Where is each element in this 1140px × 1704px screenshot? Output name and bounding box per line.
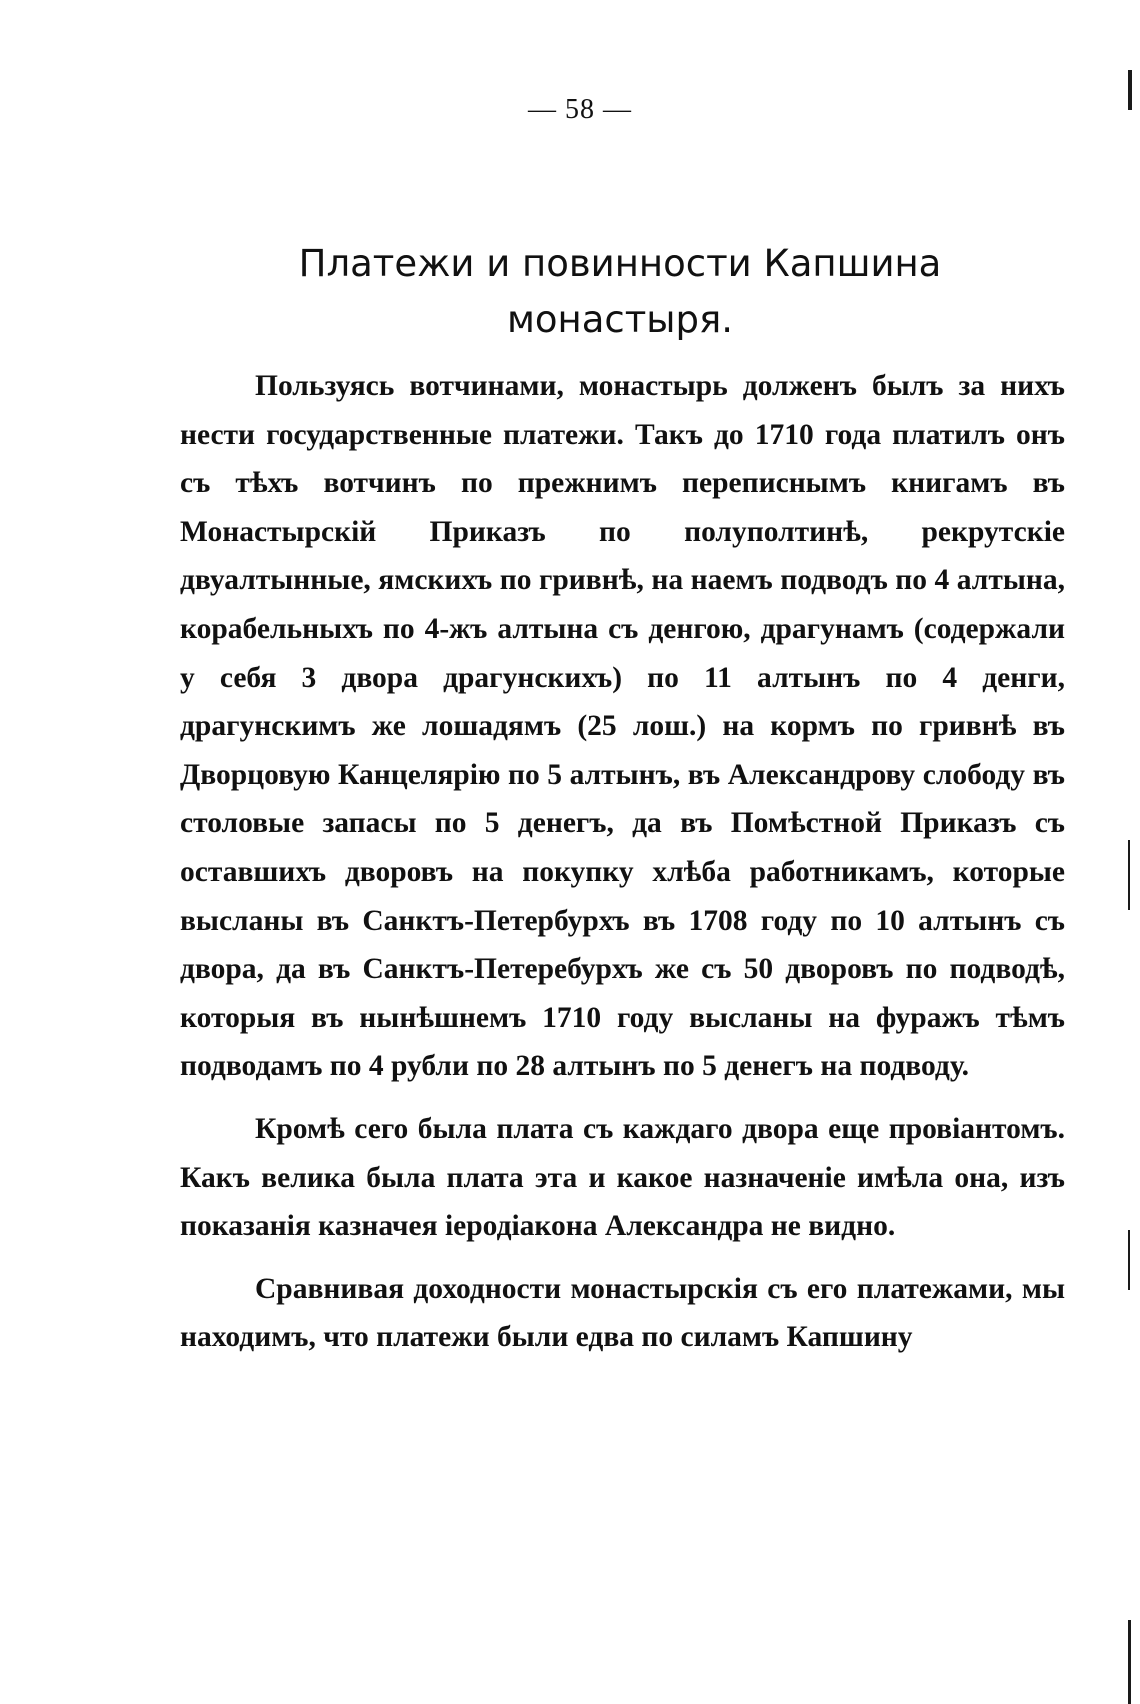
paragraph-2: Кромѣ сего была плата съ каждаго двора еще провіантомъ. Какъ велика была плата эта и какое назначеніе имѣла она, изъ показанія казначея іеродіакона Александра не видно. — [180, 1112, 1065, 1243]
section-title: Платежи и повинности Капшина монастыря. — [298, 242, 942, 341]
scan-edge-mark — [1128, 1620, 1131, 1704]
scan-edge-mark — [1128, 70, 1132, 110]
scan-edge-mark — [1128, 840, 1130, 910]
paragraph-3: Сравнивая доходности монастырскія съ его платежами, мы находимъ, что платежи были едва по силамъ Капшину — [180, 1272, 1065, 1354]
body-text — [180, 362, 1065, 1376]
page-number: — 58 — — [528, 94, 632, 125]
scan-edge-mark — [1128, 1230, 1130, 1290]
paragraph-1: Пользуясь вотчинами, монастырь долженъ былъ за нихъ нести государственные платежи. Такъ до 1710 года платилъ онъ съ тѣхъ вотчинъ по прежнимъ переписнымъ книгамъ въ Монастырскій Приказъ по полуполтинѣ, рекрутскіе двуалтынные, ямскихъ по гривнѣ, на наемъ подводъ по 4 алтына, корабельныхъ по 4-жъ алтына съ денгою, драгунамъ (содержали у себя 3 двора драгунскихъ) по 11 алтынъ по 4 денги, драгунскимъ же лошадямъ (25 лош.) на кормъ по гривнѣ въ Дворцовую Канцелярію по 5 алтынъ, въ Александрову слободу въ столовые запасы по 5 денегъ, да въ Помѣстной Приказъ съ оставшихъ дворовъ на покупку хлѣба работникамъ, которые высланы въ Санктъ-Петербурхъ въ 1708 году по 10 алтынъ съ двора, да въ Санктъ-Петеребурхъ же съ 50 дворовъ по подводѣ, которыя въ нынѣшнемъ 1710 году высланы на фуражъ тѣмъ подводамъ по 4 рубли по 28 алтынъ по 5 денегъ на подводу. — [180, 370, 1065, 1083]
